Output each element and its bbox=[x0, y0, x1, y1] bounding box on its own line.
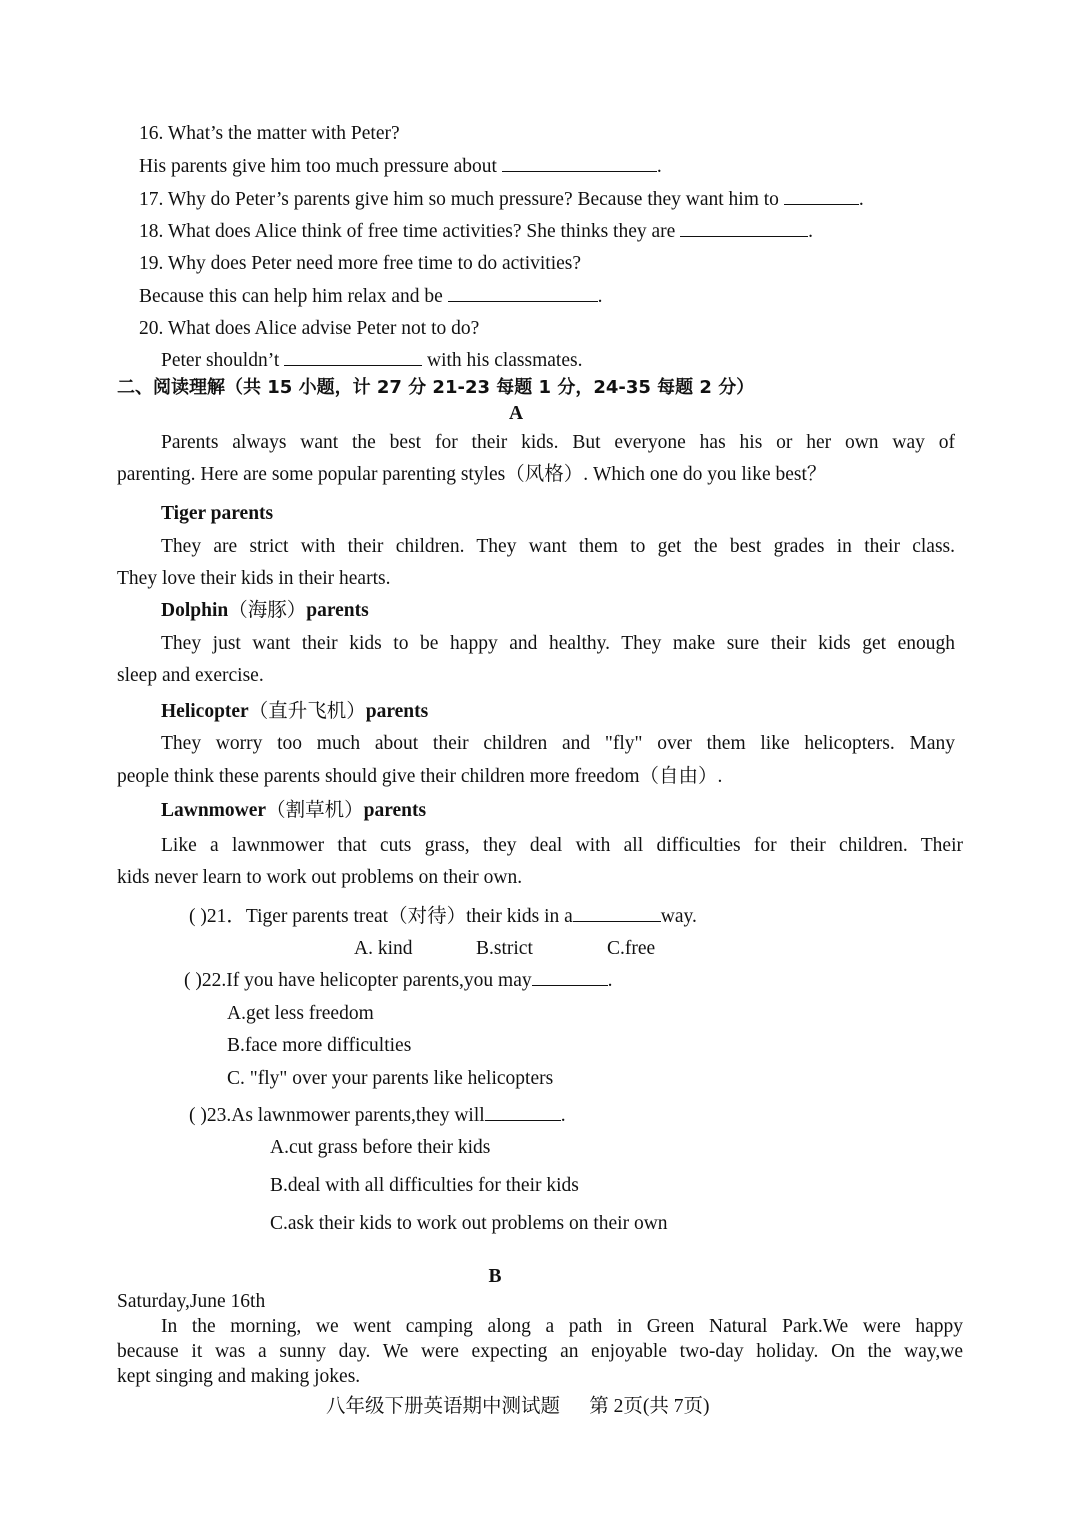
question-20-answer-prefix: Peter shouldn’t bbox=[161, 350, 280, 371]
lawnmower-title-cn: （割草机） bbox=[266, 800, 364, 821]
question-18-text: 18. What does Alice think of free time activities? She thinks they are bbox=[139, 221, 676, 242]
passage-b-line3: kept singing and making jokes. bbox=[117, 1366, 361, 1387]
question-21-text: ( )21．Tiger parents treat（对待）their kids in a bbox=[189, 906, 573, 927]
question-20-answer bbox=[161, 349, 582, 373]
question-22-option-b[interactable]: B.face more difficulties bbox=[227, 1035, 412, 1056]
helicopter-title-cn: （直升飞机） bbox=[248, 701, 366, 722]
lawnmower-parents-line2: kids never learn to work out problems on their own. bbox=[117, 867, 523, 888]
question-21-suffix: way. bbox=[660, 906, 697, 927]
passage-a-intro-line2: parenting. Here are some popular parenting styles（风格）. Which one do you like best？ bbox=[117, 464, 827, 485]
question-23 bbox=[189, 1104, 566, 1128]
question-16 bbox=[139, 122, 400, 146]
helicopter-title-en: Helicopter bbox=[161, 701, 249, 722]
answer-blank[interactable] bbox=[448, 300, 598, 302]
period: . bbox=[656, 156, 662, 177]
question-23-option-a[interactable]: A.cut grass before their kids bbox=[270, 1137, 491, 1158]
lawnmower-title-end: parents bbox=[363, 800, 427, 821]
passage-b-label: B bbox=[488, 1266, 502, 1287]
question-22-option-c[interactable]: C. "fly" over your parents like helicopters bbox=[227, 1068, 554, 1089]
question-16-answer bbox=[139, 155, 662, 179]
question-21-option-c[interactable]: C.free bbox=[607, 938, 656, 959]
dolphin-parents-line1: They just want their kids to be happy and healthy. They make sure their kids get enough bbox=[161, 633, 955, 654]
page-footer: 八年级下册英语期中测试题 第 2页(共 7页) bbox=[326, 1396, 710, 1417]
question-17 bbox=[139, 188, 864, 212]
question-19-answer bbox=[139, 285, 603, 309]
period: . bbox=[560, 1105, 566, 1126]
question-20-text: 20. What does Alice advise Peter not to do? bbox=[139, 318, 480, 339]
question-18 bbox=[139, 220, 813, 244]
question-19-answer-text: Because this can help him relax and be bbox=[139, 286, 443, 307]
question-17-text: 17. Why do Peter’s parents give him so much pressure? Because they want him to bbox=[139, 189, 779, 210]
question-19-text: 19. Why does Peter need more free time to do activities? bbox=[139, 253, 582, 274]
answer-blank[interactable] bbox=[573, 920, 661, 922]
answer-blank[interactable] bbox=[502, 170, 657, 172]
dolphin-parents-line2: sleep and exercise. bbox=[117, 665, 264, 686]
question-16-answer-text: His parents give him too much pressure about bbox=[139, 156, 497, 177]
passage-b-line2: because it was a sunny day. We were expecting an enjoyable two-day holiday. On the way,we bbox=[117, 1341, 963, 1362]
question-23-option-b[interactable]: B.deal with all difficulties for their kids bbox=[270, 1175, 579, 1196]
period: . bbox=[607, 970, 613, 991]
question-23-text: ( )23.As lawnmower parents,they will bbox=[189, 1105, 485, 1126]
answer-blank[interactable] bbox=[784, 203, 859, 205]
question-20 bbox=[139, 317, 479, 341]
lawnmower-parents-line1: Like a lawnmower that cuts grass, they deal with all difficulties for their children. Their bbox=[161, 835, 963, 856]
section-heading: 二、阅读理解（共 15 小题，计 27 分 21-23 每题 1 分，24-35 每题 2 分） bbox=[117, 377, 755, 398]
question-21 bbox=[189, 905, 697, 929]
question-21-option-b[interactable]: B.strict bbox=[476, 938, 533, 959]
question-22-text: ( )22.If you have helicopter parents,you may bbox=[184, 970, 532, 991]
answer-blank[interactable] bbox=[532, 984, 608, 986]
helicopter-parents-line2: people think these parents should give their children more freedom（自由）. bbox=[117, 766, 723, 787]
helicopter-title-end: parents bbox=[365, 701, 429, 722]
tiger-parents-line2: They love their kids in their hearts. bbox=[117, 568, 391, 589]
question-16-text: 16. What’s the matter with Peter? bbox=[139, 123, 400, 144]
lawnmower-parents-title bbox=[161, 799, 426, 823]
answer-blank[interactable] bbox=[485, 1119, 561, 1121]
lawnmower-title-en: Lawnmower bbox=[161, 800, 267, 821]
period: . bbox=[808, 221, 814, 242]
question-22 bbox=[184, 969, 613, 993]
question-20-answer-suffix: with his classmates. bbox=[427, 350, 583, 371]
passage-b-date: Saturday,June 16th bbox=[117, 1291, 266, 1312]
tiger-parents-line1: They are strict with their children. They want them to get the best grades in their class. bbox=[161, 536, 955, 557]
passage-a-label: A bbox=[508, 403, 524, 424]
tiger-parents-title: Tiger parents bbox=[161, 503, 274, 524]
dolphin-title-en: Dolphin bbox=[161, 600, 229, 621]
dolphin-title-end: parents bbox=[306, 600, 369, 621]
answer-blank[interactable] bbox=[680, 235, 808, 237]
question-23-option-c[interactable]: C.ask their kids to work out problems on their own bbox=[270, 1213, 668, 1234]
helicopter-parents-title bbox=[161, 700, 428, 724]
dolphin-title-cn: （海豚） bbox=[228, 600, 307, 621]
dolphin-parents-title bbox=[161, 599, 369, 623]
question-22-option-a[interactable]: A.get less freedom bbox=[227, 1003, 374, 1024]
question-19 bbox=[139, 252, 581, 276]
passage-b-line1: In the morning, we went camping along a path in Green Natural Park.We were happy bbox=[161, 1316, 963, 1337]
passage-a-intro-line1: Parents always want the best for their kids. But everyone has his or her own way of bbox=[161, 432, 955, 453]
question-21-option-a[interactable]: A. kind bbox=[354, 938, 413, 959]
helicopter-parents-line1: They worry too much about their children and "fly" over them like helicopters. Many bbox=[161, 733, 955, 754]
answer-blank[interactable] bbox=[284, 364, 422, 366]
period: . bbox=[858, 189, 864, 210]
period: . bbox=[597, 286, 603, 307]
